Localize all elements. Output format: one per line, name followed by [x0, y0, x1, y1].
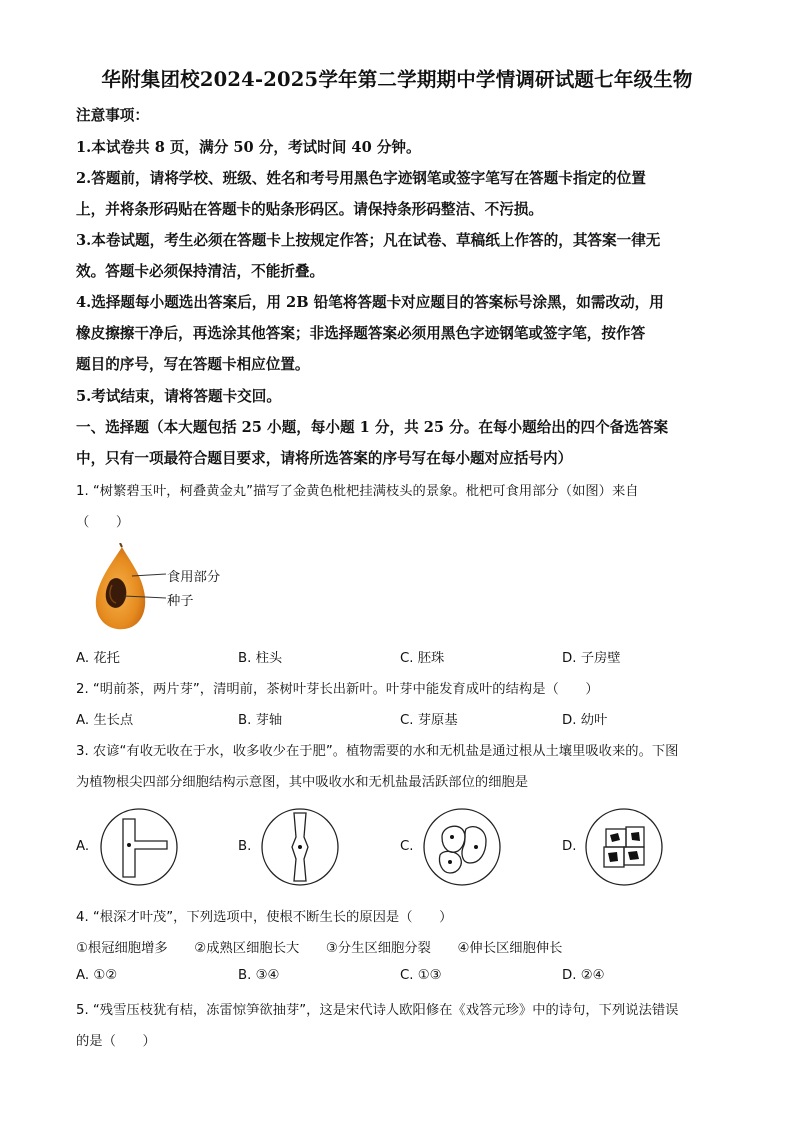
option-c: C. [400, 839, 414, 854]
cell-d-figure [584, 807, 664, 887]
notice-line: 上，并将条形码贴在答题卡的贴条形码区。请保持条形码整洁、不污损。 [76, 201, 544, 218]
option-a: A. 生长点 [76, 713, 134, 728]
notice-line: 4.选择题每小题选出答案后，用 2B 铅笔将答题卡对应题目的答案标号涂黑，如需改动，用 [76, 294, 664, 311]
figure-label-edible-part: 食用部分 [167, 570, 221, 585]
option-b: B. 柱头 [238, 651, 283, 666]
notice-line: 2.答题前，请将学校、班级、姓名和考号用黑色字迹钢笔或签字笔写在答题卡指定的位置 [76, 170, 646, 187]
option-c: C. ①③ [400, 968, 442, 983]
question-1-blank: （ ） [76, 515, 130, 530]
page-title: 华附集团校2024-2025学年第二学期期中学情调研试题七年级生物 [101, 68, 693, 91]
section-heading: 中，只有一项最符合题目要求，请将所选答案的序号写在每小题对应括号内） [76, 450, 573, 467]
question-4-text: 4. “根深才叶茂”，下列选项中，使根不断生长的原因是（ ） [76, 910, 453, 925]
notice-line: 3.本卷试题，考生必须在答题卡上按规定作答；凡在试卷、草稿纸上作答的，其答案一律无 [76, 232, 661, 249]
notice-line: 题目的序号，写在答题卡相应位置。 [76, 356, 310, 373]
question-2-text: 2. “明前茶，两片芽”，清明前，茶树叶芽长出新叶。叶芽中能发育成叶的结构是（ ） [76, 682, 599, 697]
notice-line: 橡皮擦擦干净后，再选涂其他答案；非选择题答案必须用黑色字迹钢笔或签字笔，按作答 [76, 325, 646, 342]
option-c: C. 芽原基 [400, 713, 458, 728]
notice-line: 效。答题卡必须保持清洁，不能折叠。 [76, 263, 325, 280]
option-b: B. ③④ [238, 968, 280, 983]
notice-line: 1.本试卷共 8 页，满分 50 分，考试时间 40 分钟。 [76, 139, 421, 156]
option-d: D. 子房壁 [562, 651, 621, 666]
section-heading: 一、选择题（本大题包括 25 小题，每小题 1 分，共 25 分。在每小题给出的四个备选答案 [76, 419, 669, 436]
cell-c-figure [422, 807, 502, 887]
option-b: B. 芽轴 [238, 713, 283, 728]
question-4-items: ①根冠细胞增多 ②成熟区细胞长大 ③分生区细胞分裂 ④伸长区细胞伸长 [76, 941, 563, 956]
option-b: B. [238, 839, 252, 854]
option-a: A. [76, 839, 90, 854]
option-c: C. 胚珠 [400, 651, 445, 666]
question-5-text: 5. “残雪压枝犹有桔，冻雷惊笋欲抽芽”，这是宋代诗人欧阳修在《戏答元珍》中的诗句，下列说法错误 [76, 1003, 679, 1018]
cell-a-figure [99, 807, 179, 887]
question-5-text: 的是（ ） [76, 1034, 156, 1049]
option-d: D. 幼叶 [562, 713, 608, 728]
option-d: D. ②④ [562, 968, 605, 983]
notice-heading: 注意事项： [76, 107, 149, 124]
option-d: D. [562, 839, 577, 854]
question-1-text: 1. “树繁碧玉叶，柯叠黄金丸”描写了金黄色枇杷挂满枝头的景象。枇杷可食用部分（如图）来自 [76, 484, 639, 499]
question-3-text: 3. 农谚“有收无收在于水，收多收少在于肥”。植物需要的水和无机盐是通过根从土壤里吸收来的。下图 [76, 744, 679, 759]
option-a: A. 花托 [76, 651, 120, 666]
cell-b-figure [260, 807, 340, 887]
option-a: A. ①② [76, 968, 118, 983]
question-3-text: 为植物根尖四部分细胞结构示意图，其中吸收水和无机盐最活跃部位的细胞是 [76, 775, 529, 790]
figure-label-seed: 种子 [167, 594, 194, 609]
loquat-figure [86, 543, 176, 633]
notice-line: 5.考试结束，请将答题卡交回。 [76, 388, 281, 405]
